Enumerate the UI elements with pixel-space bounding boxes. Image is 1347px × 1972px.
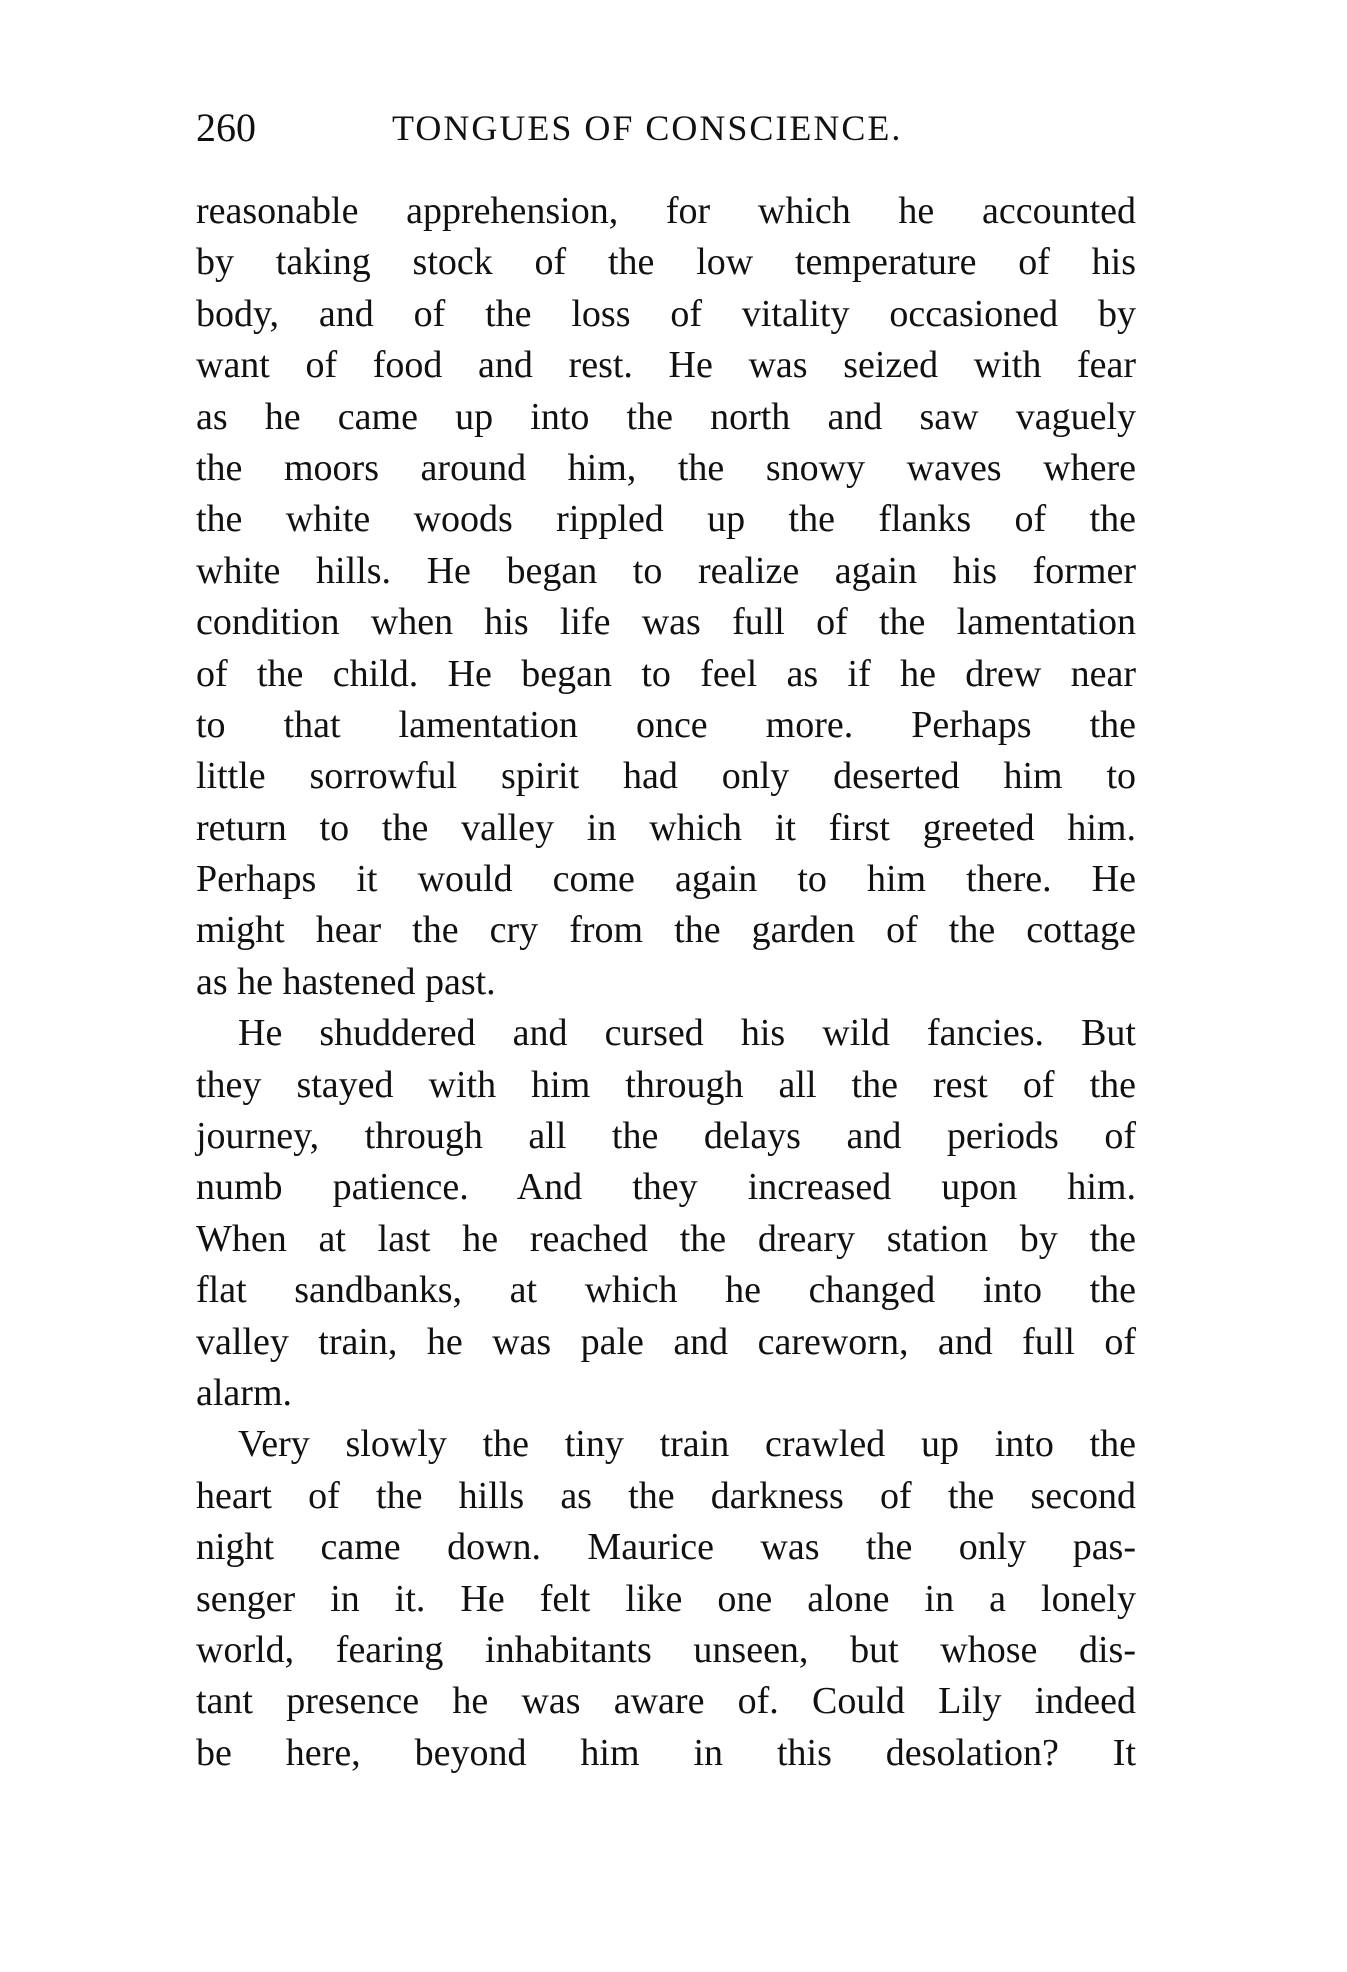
paragraph-start-line: He shuddered and cursed his wild fancies. But [238,1012,1136,1055]
text-line: journey, through all the delays and periods of [196,1115,1136,1158]
text-line: the moors around him, the snowy waves where [196,446,1136,489]
text-line: world, fearing inhabitants unseen, but whose dis- [196,1628,1136,1671]
text-line: by taking stock of the low temperature of his [196,241,1136,284]
text-line: body, and of the loss of vitality occasioned by [196,292,1136,335]
text-line: heart of the hills as the darkness of the second [196,1474,1136,1517]
text-line: tant presence he was aware of. Could Lily indeed [196,1680,1136,1723]
paragraph-end-line: as he hastened past. [196,960,496,1003]
text-line: white hills. He began to realize again his former [196,549,1136,592]
text-line: numb patience. And they increased upon him. [196,1166,1136,1209]
body-text [196,186,1136,1779]
running-head [196,104,1136,152]
text-line: to that lamentation once more. Perhaps the [196,703,1136,746]
text-line: night came down. Maurice was the only pas- [196,1526,1136,1569]
text-line: want of food and rest. He was seized with fear [196,344,1136,387]
text-line: Perhaps it would come again to him there. He [196,858,1136,901]
text-line: flat sandbanks, at which he changed into the [196,1269,1136,1312]
text-line: condition when his life was full of the lamentation [196,601,1136,644]
text-line: When at last he reached the dreary station by the [196,1217,1136,1260]
page-number: 260 [196,105,256,150]
text-line: as he came up into the north and saw vaguely [196,395,1136,438]
text-line: of the child. He began to feel as if he drew near [196,652,1136,695]
text-line: they stayed with him through all the rest of the [196,1063,1136,1106]
text-line: senger in it. He felt like one alone in a lonely [196,1577,1136,1620]
paragraph-start-line: Very slowly the tiny train crawled up into the [238,1423,1136,1466]
text-line: little sorrowful spirit had only deserted him to [196,755,1136,798]
text-line: reasonable apprehension, for which he accounted [196,190,1136,232]
text-line: valley train, he was pale and careworn, and full of [196,1320,1136,1363]
text-line: might hear the cry from the garden of the cottage [196,909,1136,952]
running-title: TONGUES OF CONSCIENCE. [392,108,903,148]
text-line: be here, beyond him in this desolation? It [196,1731,1136,1774]
text-line: the white woods rippled up the flanks of the [196,498,1136,541]
text-line: return to the valley in which it first greeted him. [196,806,1136,849]
paragraph-end-line: alarm. [196,1371,293,1414]
